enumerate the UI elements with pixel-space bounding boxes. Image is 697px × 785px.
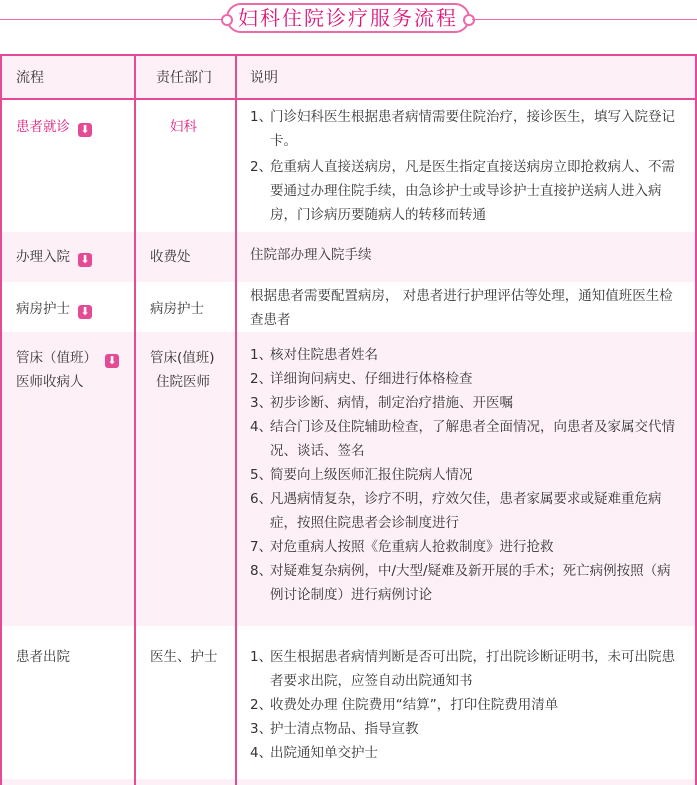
item-number: 1、 xyxy=(250,109,273,125)
list-item xyxy=(250,717,682,741)
dept-line2: 住院医师 xyxy=(156,374,210,390)
item-number: 4、 xyxy=(250,745,273,761)
column-divider-2 xyxy=(235,54,237,785)
list-item xyxy=(250,105,680,153)
header-dept: 责任部门 xyxy=(156,70,212,86)
row-desc-admission: 住院部办理入院手续 xyxy=(250,247,372,263)
list-item xyxy=(250,391,682,415)
list-item xyxy=(250,741,682,765)
item-text: 简要向上级医师汇报住院病人情况 xyxy=(270,467,473,483)
arrow-down-icon: ⬇ xyxy=(105,354,119,368)
row-process-admission xyxy=(16,245,92,269)
list-item xyxy=(250,155,680,227)
item-number: 1、 xyxy=(250,347,273,363)
arrow-down-icon: ⬇ xyxy=(78,305,92,319)
arrow-down-icon: ⬇ xyxy=(78,253,92,267)
process-label: 患者就诊 xyxy=(16,119,70,135)
row-dept-visit: 妇科 xyxy=(170,119,197,135)
process-label: 管床（值班） xyxy=(16,350,97,366)
title-rule-right xyxy=(472,19,697,20)
list-item xyxy=(250,367,682,391)
item-text: 初步诊断、病情，制定治疗措施、开医嘱 xyxy=(270,395,513,411)
item-text: 出院通知单交护士 xyxy=(270,745,378,761)
list-item xyxy=(250,693,682,717)
list-item xyxy=(250,645,682,693)
item-number: 2、 xyxy=(250,697,273,713)
list-item xyxy=(250,415,682,463)
column-divider-1 xyxy=(134,54,136,785)
row-process-nurse xyxy=(16,297,92,321)
item-number: 2、 xyxy=(250,371,273,387)
process-table xyxy=(0,54,697,785)
table-top-border xyxy=(0,54,697,56)
item-number: 3、 xyxy=(250,721,273,737)
arrow-down-icon: ⬇ xyxy=(78,123,92,137)
row-band-tail xyxy=(0,779,697,785)
item-number: 5、 xyxy=(250,467,273,483)
item-text: 对疑难复杂病例，中/大型/疑难及新开展的手术；死亡病例按照（病例讨论制度）进行病例讨论 xyxy=(270,563,671,603)
item-number: 8、 xyxy=(250,563,273,579)
table-left-border xyxy=(0,54,2,785)
header-desc: 说明 xyxy=(250,70,278,86)
list-item xyxy=(250,535,682,559)
item-text: 详细询问病史、仔细进行体格检查 xyxy=(270,371,473,387)
row-desc-doctor xyxy=(250,343,682,607)
header-bottom-border xyxy=(0,98,697,100)
item-text: 门诊妇科医生根据患者病情需要住院治疗，接诊医生，填写入院登记卡。 xyxy=(270,109,675,149)
process-label-line2: 医师收病人 xyxy=(16,374,84,390)
row-dept-doctor xyxy=(150,346,215,394)
row-desc-discharge xyxy=(250,645,682,765)
item-text: 凡遇病情复杂，诊疗不明，疗效欠佳，患者家属要求或疑难重危病症，按照住院患者会诊制度进行 xyxy=(270,491,662,531)
item-number: 6、 xyxy=(250,491,273,507)
row-process-discharge: 患者出院 xyxy=(16,649,70,665)
process-label: 病房护士 xyxy=(16,301,70,317)
title-banner xyxy=(0,0,697,40)
row-process-visit xyxy=(16,115,92,139)
title-rule-left xyxy=(0,19,225,20)
row-desc-visit xyxy=(250,105,680,227)
list-item xyxy=(250,487,682,535)
list-item xyxy=(250,463,682,487)
item-text: 核对住院患者姓名 xyxy=(270,347,378,363)
item-text: 对危重病人按照《危重病人抢救制度》进行抢救 xyxy=(270,539,554,555)
item-text: 医生根据患者病情判断是否可出院，打出院诊断证明书，未可出院患者要求出院，应签自动出院通知书 xyxy=(270,649,675,689)
header-process: 流程 xyxy=(16,70,44,86)
list-item xyxy=(250,559,682,607)
list-item xyxy=(250,343,682,367)
item-number: 1、 xyxy=(250,649,273,665)
item-text: 收费处办理 住院费用“结算”，打印住院费用清单 xyxy=(270,697,559,713)
item-number: 3、 xyxy=(250,395,273,411)
item-text: 危重病人直接送病房，凡是医生指定直接送病房立即抢救病人、不需要通过办理住院手续，由急诊护士或导诊护士直接护送病人进入病房，门诊病历要随病人的转移而转通 xyxy=(270,159,675,223)
row-dept-nurse: 病房护士 xyxy=(150,301,204,317)
item-text: 结合门诊及住院辅助检查，了解患者全面情况，向患者及家属交代情况、谈话、签名 xyxy=(270,419,675,459)
item-number: 7、 xyxy=(250,539,273,555)
dept-line1: 管床(值班) xyxy=(150,350,215,366)
row-desc-nurse: 根据患者需要配置病房， 对患者进行护理评估等处理，通知值班医生检查患者 xyxy=(250,288,673,328)
item-number: 2、 xyxy=(250,159,273,175)
row-process-doctor xyxy=(16,346,128,394)
header-band xyxy=(0,56,697,98)
row-dept-discharge: 医生、护士 xyxy=(150,649,218,665)
process-label: 办理入院 xyxy=(16,249,70,265)
item-text: 护士清点物品、指导宣教 xyxy=(270,721,419,737)
row-dept-admission: 收费处 xyxy=(150,249,191,265)
process-label-line1 xyxy=(16,346,128,370)
item-number: 4、 xyxy=(250,419,273,435)
page-title: 妇科住院诊疗服务流程 xyxy=(226,3,470,33)
